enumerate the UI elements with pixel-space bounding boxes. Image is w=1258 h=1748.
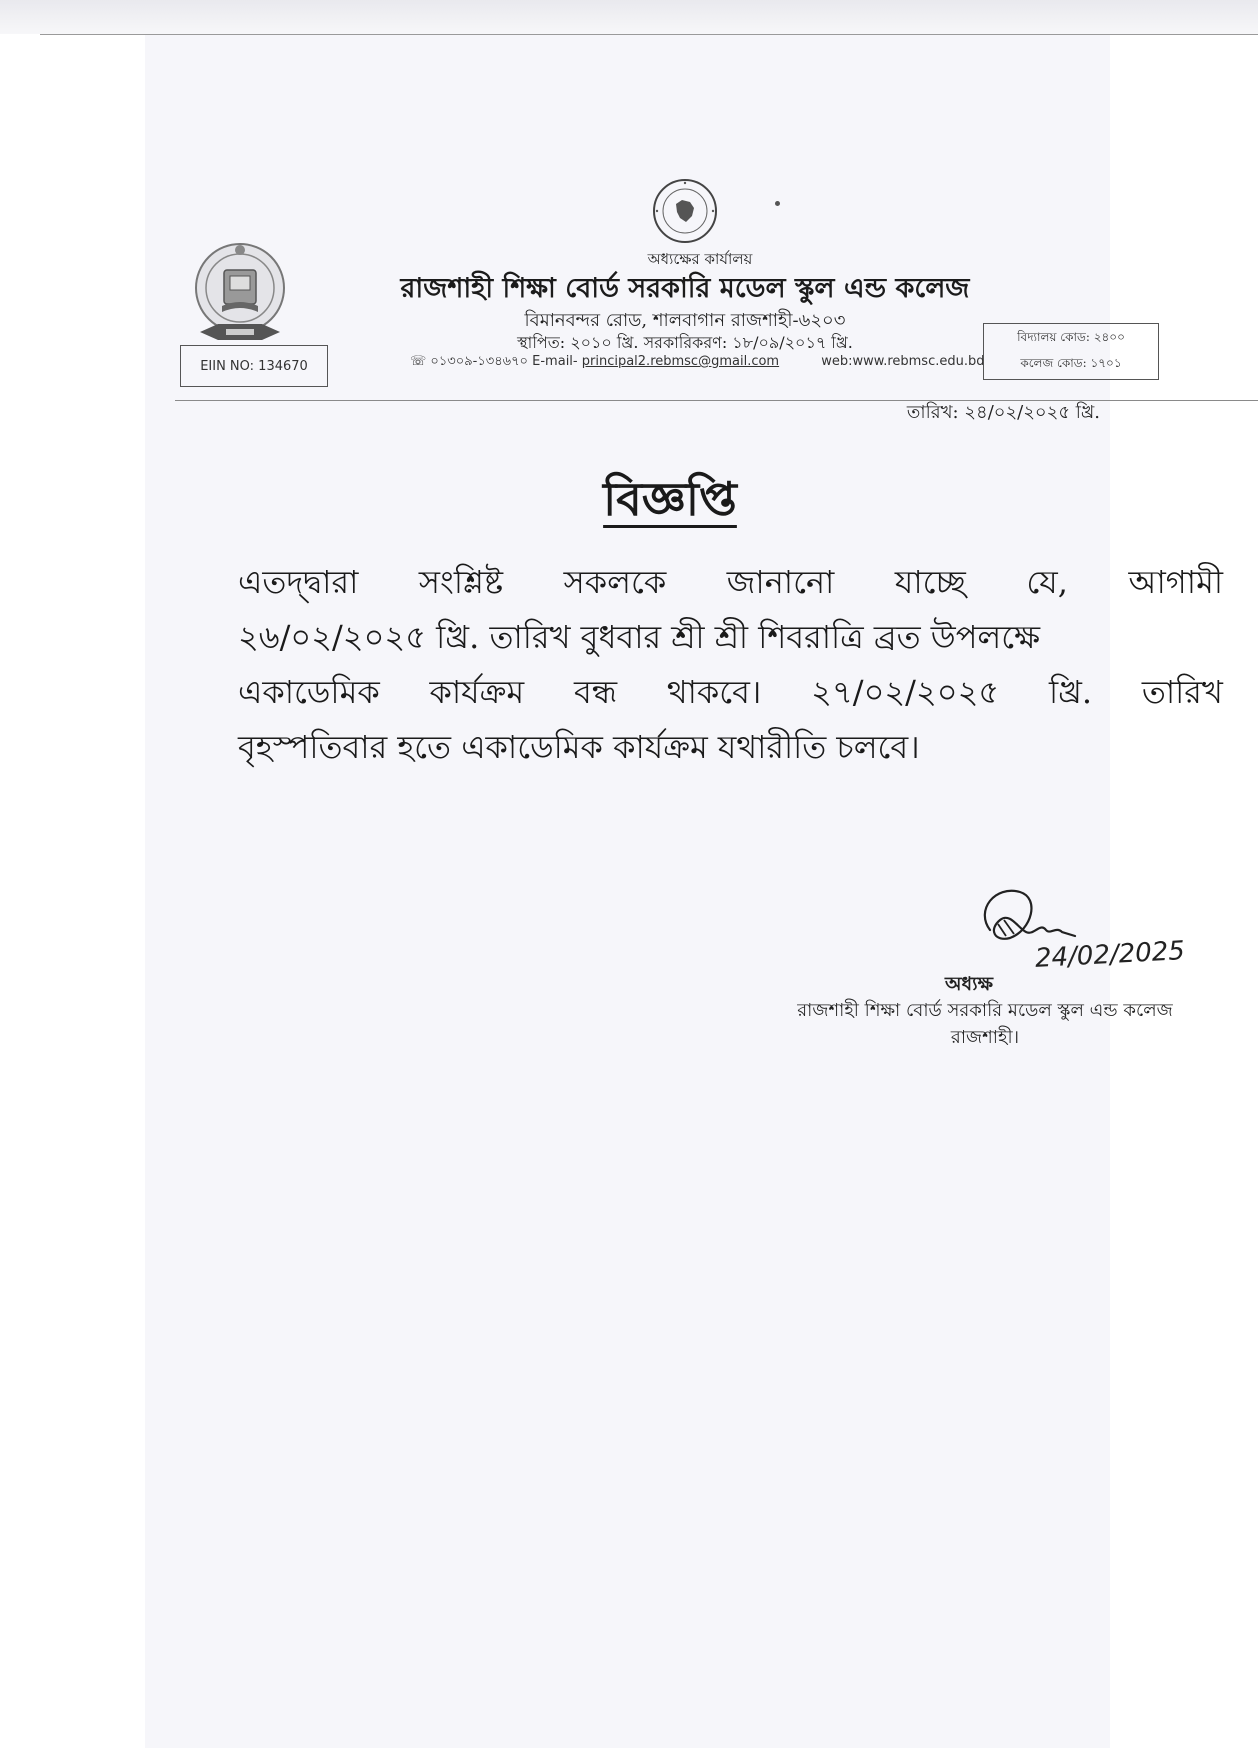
body-line-4: বৃহস্পতিবার হতে একাডেমিক কার্যক্রম যথারীতি চলবে। (238, 728, 920, 766)
top-divider (40, 34, 1258, 35)
signatory-city: রাজশাহী। (950, 1027, 1020, 1048)
scan-margin-left (0, 0, 145, 1748)
body-line-2: ২৬/০২/২০২৫ খ্রি. তারিখ বুধবার শ্রী শ্রী শিবরাত্রি ব্রত উপলক্ষে (238, 618, 1041, 656)
eiin-box: EIIN NO: 134670 (180, 345, 328, 387)
notice-body (238, 555, 1223, 775)
body-word: তারিখ (1141, 673, 1223, 711)
establishment-info: স্থাপিত: ২০১০ খ্রি. সরকারিকরণ: ১৮/০৯/২০১৭ খ্রি. (517, 333, 853, 352)
body-word: একাডেমিক (238, 673, 380, 711)
body-word: কার্যক্রম (429, 673, 525, 711)
body-word: সংশ্লিষ্ট (418, 563, 504, 601)
government-seal-icon (652, 178, 718, 244)
scan-edge-top (0, 0, 1258, 34)
signature-date: 24/02/2025 (1034, 936, 1186, 974)
body-word: ২৭/০২/২০২৫ (811, 673, 1000, 711)
body-word: সকলকে (563, 563, 667, 601)
school-address: বিমানবন্দর রোড, শালবাগান রাজশাহী-৬২০৩ (524, 310, 846, 331)
school-code: বিদ্যালয় কোড: ২৪০০ (1017, 329, 1125, 344)
signatory-school: রাজশাহী শিক্ষা বোর্ড সরকারি মডেল স্কুল এন্ড কলেজ (797, 1000, 1173, 1021)
notice-title-text: বিজ্ঞপ্তি (603, 472, 737, 526)
scan-dot (775, 201, 780, 206)
notice-title (520, 465, 820, 541)
body-word: জানানো (726, 563, 835, 601)
email-link[interactable]: principal2.rebmsc@gmail.com (581, 354, 780, 369)
body-word: এতদ্দ্বারা (238, 563, 359, 601)
notice-date: তারিখ: ২৪/০২/২০২৫ খ্রি. (906, 402, 1100, 423)
body-line-1 (238, 555, 1223, 610)
body-word: খ্রি. (1048, 673, 1093, 711)
body-word: যাচ্ছে (894, 563, 966, 601)
body-word: বন্ধ (573, 673, 618, 711)
body-word: যে, (1026, 563, 1068, 601)
phone-icon: ☏ (410, 354, 427, 369)
institution-code-box (983, 323, 1159, 380)
school-logo-icon (188, 236, 292, 348)
college-code: কলেজ কোড: ১৭০১ (1020, 355, 1122, 370)
phone-number: ০১৩০৯-১৩৪৬৭০ (430, 354, 529, 369)
body-word: আগামী (1128, 563, 1223, 601)
office-label: অধ্যক্ষের কার্যালয় (647, 250, 753, 268)
contact-line (410, 352, 990, 373)
signatory-title: অধ্যক্ষ (945, 973, 994, 995)
body-line-3 (238, 665, 1223, 720)
email-label: E-mail- (532, 354, 578, 369)
website-link[interactable]: web:www.rebmsc.edu.bd (821, 354, 985, 369)
school-name: রাজশাহী শিক্ষা বোর্ড সরকারি মডেল স্কুল এন্ড কলেজ (400, 273, 970, 304)
scan-margin-right (1110, 0, 1258, 1748)
body-word: থাকবে। (666, 673, 762, 711)
